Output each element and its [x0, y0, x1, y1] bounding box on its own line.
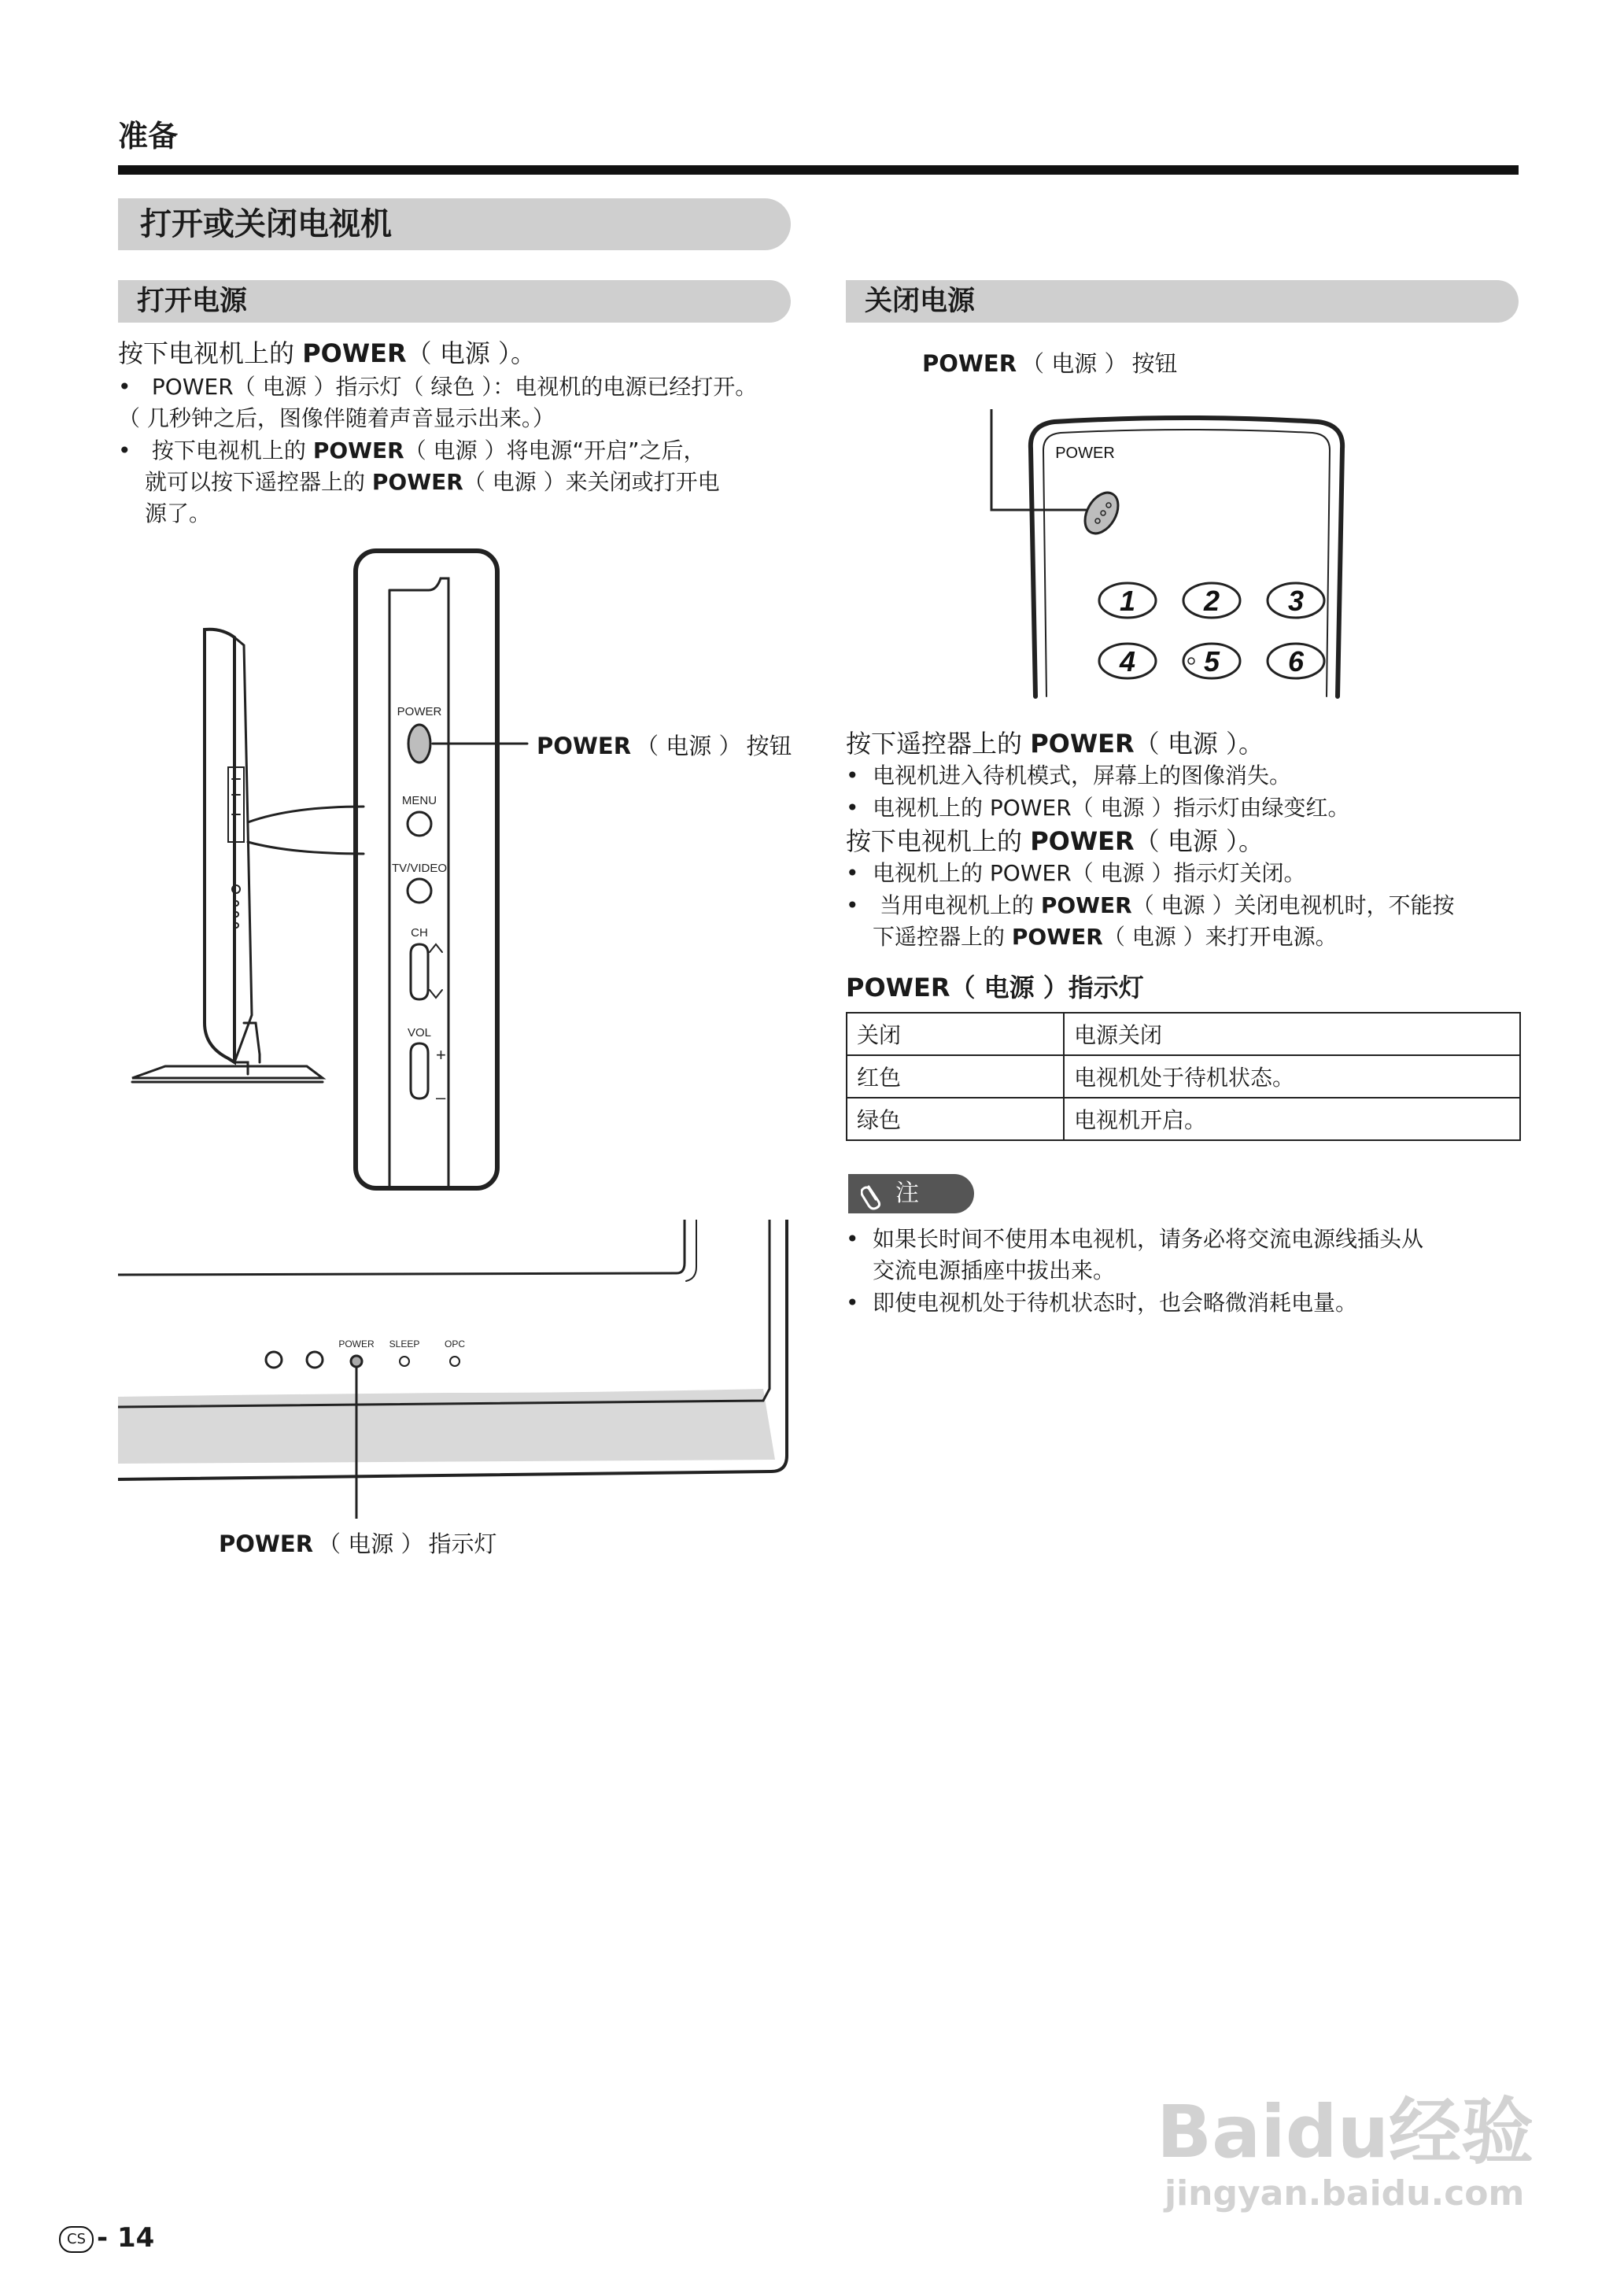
power-off-bullet-4: • 当用电视机上的 POWER（ 电源 ）关闭电视机时，不能按	[846, 890, 1565, 921]
note-bullet-1: • 如果长时间不使用本电视机，请务必将交流电源线插头从	[846, 1224, 1565, 1255]
heading-power-off: 关闭电源	[846, 280, 1519, 323]
power-on-bullet-2-line3: 源了。	[145, 500, 212, 526]
cs-badge: CS	[59, 2226, 94, 2253]
remote-key-6: 6	[1287, 645, 1305, 678]
remote-key-5: 5	[1203, 645, 1220, 678]
power-on-bullet-1: • POWER（ 电源 ）指示灯（ 绿色 ）：电视机的电源已经打开。	[118, 371, 837, 403]
power-on-lead: 按下电视机上的 POWER（ 电源 ）。	[118, 338, 536, 368]
power-off-lead-2: 按下电视机上的 POWER（ 电源 ）。	[846, 826, 1264, 856]
callout-power-button: POWER （ 电源 ） 按钮	[537, 733, 792, 759]
front-sleep-label: SLEEP	[389, 1339, 420, 1350]
table-cell: 电视机开启。	[1064, 1098, 1520, 1140]
panel-power-label: POWER	[397, 705, 442, 718]
tv-front-illustration	[118, 1220, 803, 1519]
watermark	[1157, 2090, 1534, 2216]
table-cell: 电源关闭	[1064, 1013, 1520, 1055]
remote-control-illustration	[984, 409, 1408, 700]
remote-key-3: 3	[1287, 585, 1305, 617]
power-off-bullet-2: • 电视机上的 POWER（ 电源 ）指示灯由绿变红。	[846, 792, 1565, 824]
panel-tvvideo-label: TV/VIDEO	[391, 862, 448, 875]
remote-power-label: POWER	[1055, 445, 1115, 462]
table-row	[847, 1055, 1520, 1098]
callout-remote-power-button: POWER （ 电源 ） 按钮	[922, 350, 1178, 377]
panel-menu-label: MENU	[401, 794, 437, 807]
power-on-bullet-1-cont: （ 几秒钟之后，图像伴随着声音显示出来。）	[118, 405, 555, 431]
table-row	[847, 1098, 1520, 1140]
section-label: 准备	[118, 119, 179, 153]
power-off-bullet-3: • 电视机上的 POWER（ 电源 ）指示灯关闭。	[846, 858, 1565, 889]
note-bullet-1-line2: 交流电源插座中拔出来。	[873, 1257, 1116, 1283]
watermark-url: jingyan.baidu.com	[1164, 2173, 1525, 2214]
power-off-lead-1: 按下遥控器上的 POWER（ 电源 ）。	[846, 729, 1264, 759]
callout-power-indicator: POWER （ 电源 ） 指示灯	[219, 1531, 497, 1557]
table-row	[847, 1013, 1520, 1055]
panel-vol-label: VOL	[407, 1026, 432, 1039]
header-rule	[118, 165, 1519, 175]
table-cell: 红色	[847, 1055, 1064, 1098]
note-label: 注	[895, 1180, 919, 1207]
heading-power-on: 打开电源	[118, 280, 791, 323]
watermark-brand: Baidu经验	[1157, 2090, 1534, 2174]
note-bullet-2: • 即使电视机处于待机状态时，也会略微消耗电量。	[846, 1287, 1565, 1319]
page-number-value: 14	[116, 2222, 155, 2254]
power-on-bullet-2: • 按下电视机上的 POWER（ 电源 ）将电源“开启”之后，	[118, 435, 837, 467]
indicator-table-title: POWER（ 电源 ）指示灯	[846, 973, 1144, 1002]
power-off-bullet-4-line2: 下遥控器上的 POWER（ 电源 ）来打开电源。	[873, 924, 1338, 950]
remote-key-2: 2	[1203, 585, 1220, 617]
front-opc-label: OPC	[444, 1339, 466, 1350]
power-on-bullet-2-line2: 就可以按下遥控器上的 POWER（ 电源 ）来关闭或打开电	[145, 469, 720, 495]
paperclip-icon	[861, 1174, 886, 1226]
power-off-bullet-1: • 电视机进入待机模式，屏幕上的图像消失。	[846, 760, 1565, 792]
panel-plus-label: +	[436, 1045, 446, 1065]
tv-side-panel-illustration	[118, 543, 826, 1196]
remote-key-4: 4	[1119, 645, 1136, 678]
indicator-table	[846, 1012, 1521, 1141]
remote-key-1: 1	[1119, 585, 1136, 617]
page-number-dash: -	[97, 2222, 117, 2254]
front-power-label: POWER	[338, 1339, 375, 1350]
table-cell: 电视机处于待机状态。	[1064, 1055, 1520, 1098]
note-badge	[848, 1174, 974, 1213]
panel-minus-label: –	[436, 1087, 446, 1107]
table-cell: 关闭	[847, 1013, 1064, 1055]
page-number	[59, 2222, 154, 2254]
table-cell: 绿色	[847, 1098, 1064, 1140]
page-title: 打开或关闭电视机	[118, 198, 791, 250]
panel-ch-label: CH	[411, 926, 428, 940]
